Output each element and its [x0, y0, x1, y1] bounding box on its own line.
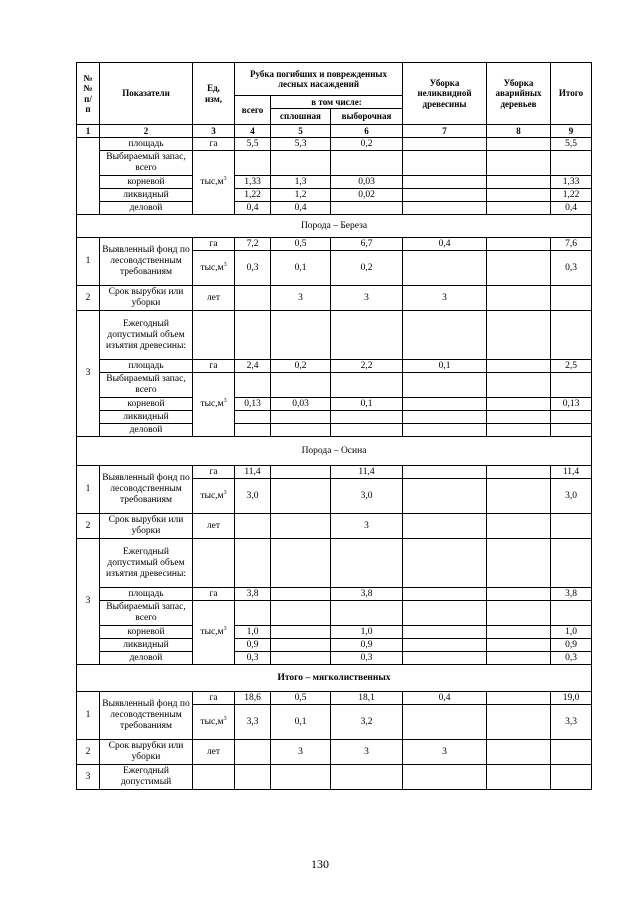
cell [235, 373, 271, 398]
table-row [77, 692, 592, 705]
cell: 5,5 [551, 138, 592, 151]
cell [551, 539, 592, 588]
cell [193, 765, 235, 790]
table-row [77, 514, 592, 539]
cell: 3 [271, 286, 331, 311]
unit-ha: га [193, 692, 235, 705]
cell [487, 398, 551, 411]
section-title-birch: Порода – Береза [77, 215, 592, 238]
table-row [77, 639, 592, 652]
cell: 7,6 [551, 238, 592, 251]
table-row [77, 151, 592, 176]
unit-ha: га [193, 588, 235, 601]
colnum: 6 [331, 125, 403, 138]
forest-use-table [76, 62, 592, 790]
cell: 0,4 [551, 202, 592, 215]
table-row [77, 411, 592, 424]
cell: 0,3 [331, 652, 403, 665]
cell [403, 539, 487, 588]
cell [403, 765, 487, 790]
cell [487, 251, 551, 286]
cell: 18,6 [235, 692, 271, 705]
table-row [77, 626, 592, 639]
cell: 11,4 [331, 466, 403, 479]
cell [487, 479, 551, 514]
cell: 0,1 [331, 398, 403, 411]
cell [331, 601, 403, 626]
cell [487, 424, 551, 437]
cell [271, 514, 331, 539]
cell [551, 411, 592, 424]
cell [271, 424, 331, 437]
row-label-business: деловой [100, 652, 193, 665]
cell: 18,1 [331, 692, 403, 705]
cell: 0,2 [271, 360, 331, 373]
unit-m3: $тыс,м^3$ [193, 705, 235, 740]
cell [331, 424, 403, 437]
colnum: 3 [193, 125, 235, 138]
table-row [77, 202, 592, 215]
cell: 3 [331, 286, 403, 311]
cell: 3,8 [235, 588, 271, 601]
cell: 1,33 [551, 176, 592, 189]
colnum: 7 [403, 125, 487, 138]
cell [487, 151, 551, 176]
cell: 0,1 [271, 705, 331, 740]
cell: 11,4 [235, 466, 271, 479]
cell [487, 652, 551, 665]
col-emergency-header: Уборка аварийных деревьев [487, 63, 551, 125]
cell [271, 373, 331, 398]
cell [235, 151, 271, 176]
cell [235, 539, 271, 588]
cell [403, 705, 487, 740]
unit-ha: га [193, 360, 235, 373]
row-label-area: площадь [100, 588, 193, 601]
row-label-business: деловой [100, 202, 193, 215]
cell [235, 740, 271, 765]
cell: 6,7 [331, 238, 403, 251]
cell: 0,1 [271, 251, 331, 286]
cell [487, 238, 551, 251]
cell: 0,13 [235, 398, 271, 411]
cell: 0,5 [271, 238, 331, 251]
cell: 1,2 [271, 189, 331, 202]
cell [271, 311, 331, 360]
cell: 3,8 [551, 588, 592, 601]
row-number [77, 138, 100, 215]
cell [487, 311, 551, 360]
section-row [77, 437, 592, 466]
cell: 0,02 [331, 189, 403, 202]
cell [487, 765, 551, 790]
row-label-root: корневой [100, 176, 193, 189]
cell: 0,4 [403, 692, 487, 705]
cell [193, 311, 235, 360]
table-row [77, 286, 592, 311]
cell: 3 [403, 740, 487, 765]
unit-ha: га [193, 466, 235, 479]
cell [235, 514, 271, 539]
col-incl-header: в том числе: [271, 96, 403, 109]
cell [271, 652, 331, 665]
row-number: 3 [77, 539, 100, 665]
cell [487, 626, 551, 639]
cell: 3,0 [551, 479, 592, 514]
cell [487, 466, 551, 479]
cell [271, 539, 331, 588]
cell: 0,3 [235, 251, 271, 286]
cell [403, 639, 487, 652]
cell [271, 479, 331, 514]
cell: 0,3 [235, 652, 271, 665]
cell: 3 [403, 286, 487, 311]
cell [403, 466, 487, 479]
row-label-business: деловой [100, 424, 193, 437]
cell [403, 626, 487, 639]
cell: 3,0 [235, 479, 271, 514]
cell: 3,3 [551, 705, 592, 740]
row-label-fund: Выявленный фонд по лесоводственным требованиям [100, 466, 193, 514]
col-cut-dead-header: Рубка погибших и поврежденных лесных насаждений [235, 63, 403, 96]
cell: 1,0 [331, 626, 403, 639]
cell [403, 138, 487, 151]
cell: 3 [271, 740, 331, 765]
cell [487, 189, 551, 202]
table-row [77, 588, 592, 601]
table-row [77, 138, 592, 151]
cell [487, 588, 551, 601]
table-row [77, 311, 592, 360]
row-label-liquid: ликвидный [100, 411, 193, 424]
unit-m3: $тыс,м^3$ [193, 151, 235, 215]
cell [235, 601, 271, 626]
cell [271, 626, 331, 639]
cell [271, 151, 331, 176]
cell: 0,4 [403, 238, 487, 251]
cell: 0,2 [331, 251, 403, 286]
cell [271, 765, 331, 790]
row-label-stock: Выбираемый запас, всего [100, 601, 193, 626]
cell [403, 373, 487, 398]
cell: 0,3 [551, 652, 592, 665]
row-label-term: Срок вырубки или уборки [100, 286, 193, 311]
section-row [77, 665, 592, 692]
cell [487, 138, 551, 151]
row-label-fund: Выявленный фонд по лесоводственным требованиям [100, 692, 193, 740]
unit-ha: га [193, 238, 235, 251]
table-row [77, 601, 592, 626]
row-number: 1 [77, 238, 100, 286]
cell: 0,9 [331, 639, 403, 652]
header-row-1 [77, 63, 592, 96]
cell [403, 202, 487, 215]
row-number: 1 [77, 466, 100, 514]
cell: 0,3 [551, 251, 592, 286]
cell: 11,4 [551, 466, 592, 479]
cell [331, 539, 403, 588]
row-label-area: площадь [100, 138, 193, 151]
cell [271, 601, 331, 626]
cell [403, 189, 487, 202]
unit-ha: га [193, 138, 235, 151]
unit-m3: $тыс,м^3$ [193, 479, 235, 514]
table-row [77, 176, 592, 189]
table-row [77, 539, 592, 588]
colnum: 8 [487, 125, 551, 138]
cell: 1,22 [551, 189, 592, 202]
row-label-term: Срок вырубки или уборки [100, 740, 193, 765]
row-number: 3 [77, 311, 100, 437]
cell: 2,4 [235, 360, 271, 373]
row-label-allowed: Ежегодный допустимый объем изъятия древесины: [100, 311, 193, 360]
cell [487, 411, 551, 424]
cell [487, 202, 551, 215]
cell [551, 311, 592, 360]
cell: 0,03 [331, 176, 403, 189]
cell: 1,3 [271, 176, 331, 189]
cell [487, 286, 551, 311]
cell [235, 765, 271, 790]
cell: 3,2 [331, 705, 403, 740]
cell [487, 176, 551, 189]
cell [487, 514, 551, 539]
cell: 3 [331, 740, 403, 765]
col-nonliquid-header: Уборка неликвидной древесины [403, 63, 487, 125]
cell [331, 373, 403, 398]
cell [403, 514, 487, 539]
cell: 1,22 [235, 189, 271, 202]
cell [271, 466, 331, 479]
colnum: 9 [551, 125, 592, 138]
row-label-term: Срок вырубки или уборки [100, 514, 193, 539]
col-solid-header: сплошная [271, 109, 331, 125]
cell: 0,5 [271, 692, 331, 705]
colnum: 1 [77, 125, 100, 138]
section-title-aspen: Порода – Осина [77, 437, 592, 466]
cell [403, 176, 487, 189]
col-indicator-header: Показатели [100, 63, 193, 125]
table-row [77, 424, 592, 437]
cell [403, 424, 487, 437]
cell: 0,13 [551, 398, 592, 411]
cell [331, 765, 403, 790]
cell: 0,1 [403, 360, 487, 373]
section-title-softwood: Итого – мягколиственных [77, 665, 592, 692]
row-label-allowed: Ежегодный допустимый [100, 765, 193, 790]
cell [403, 311, 487, 360]
cell: 1,0 [551, 626, 592, 639]
cell [551, 286, 592, 311]
cell [331, 202, 403, 215]
cell: 3,3 [235, 705, 271, 740]
table-row [77, 238, 592, 251]
cell [403, 588, 487, 601]
unit-years: лет [193, 286, 235, 311]
row-label-fund: Выявленный фонд по лесоводственным требованиям [100, 238, 193, 286]
row-number: 3 [77, 765, 100, 790]
cell [551, 424, 592, 437]
cell [551, 373, 592, 398]
cell [235, 411, 271, 424]
cell: 0,03 [271, 398, 331, 411]
cell [551, 514, 592, 539]
unit-m3: $тыс,м^3$ [193, 601, 235, 665]
cell: 0,4 [235, 202, 271, 215]
colnum: 5 [271, 125, 331, 138]
table-row [77, 466, 592, 479]
cell [331, 311, 403, 360]
row-number: 2 [77, 514, 100, 539]
colnum: 2 [100, 125, 193, 138]
cell [271, 588, 331, 601]
cell [551, 765, 592, 790]
colnum: 4 [235, 125, 271, 138]
cell [487, 373, 551, 398]
cell: 3 [331, 514, 403, 539]
row-label-root: корневой [100, 398, 193, 411]
cell [331, 151, 403, 176]
cell [235, 424, 271, 437]
cell: 3,0 [331, 479, 403, 514]
row-label-liquid: ликвидный [100, 639, 193, 652]
cell [193, 539, 235, 588]
cell: 0,2 [331, 138, 403, 151]
unit-years: лет [193, 740, 235, 765]
cell: 5,5 [235, 138, 271, 151]
cell: 0,9 [235, 639, 271, 652]
section-row [77, 215, 592, 238]
row-label-liquid: ликвидный [100, 189, 193, 202]
cell: 1,33 [235, 176, 271, 189]
row-label-root: корневой [100, 626, 193, 639]
table-row [77, 740, 592, 765]
row-number: 2 [77, 740, 100, 765]
cell: 3,8 [331, 588, 403, 601]
cell [403, 601, 487, 626]
cell: 19,0 [551, 692, 592, 705]
table-row [77, 360, 592, 373]
unit-m3: $тыс,м^3$ [193, 373, 235, 437]
cell [271, 411, 331, 424]
table-row [77, 373, 592, 398]
row-label-allowed: Ежегодный допустимый объем изъятия древесины: [100, 539, 193, 588]
cell: 2,2 [331, 360, 403, 373]
table-row [77, 189, 592, 202]
unit-m3: $тыс,м^3$ [193, 251, 235, 286]
table-row [77, 398, 592, 411]
cell: 0,4 [271, 202, 331, 215]
cell [331, 411, 403, 424]
cell [487, 740, 551, 765]
col-unit-header: Ед, изм, [193, 63, 235, 125]
col-total-header: Итого [551, 63, 592, 125]
cell [487, 539, 551, 588]
cell [487, 601, 551, 626]
table-row [77, 652, 592, 665]
cell [487, 705, 551, 740]
page-number: 130 [311, 857, 329, 871]
table-row [77, 765, 592, 790]
col-selective-header: выборочная [331, 109, 403, 125]
cell [487, 692, 551, 705]
row-label-stock: Выбираемый запас, всего [100, 373, 193, 398]
cell [487, 639, 551, 652]
cell: 5,3 [271, 138, 331, 151]
cell [403, 479, 487, 514]
cell [403, 652, 487, 665]
cell [235, 311, 271, 360]
unit-years: лет [193, 514, 235, 539]
cell: 0,9 [551, 639, 592, 652]
column-numbers-row [77, 125, 592, 138]
col-num-header: № № п/ п [77, 63, 100, 125]
cell: 2,5 [551, 360, 592, 373]
cell [487, 360, 551, 373]
col-all-header: всего [235, 96, 271, 125]
row-number: 1 [77, 692, 100, 740]
cell: 7,2 [235, 238, 271, 251]
cell: 1,0 [235, 626, 271, 639]
cell [403, 251, 487, 286]
cell [403, 411, 487, 424]
cell [551, 151, 592, 176]
cell [403, 151, 487, 176]
cell [551, 740, 592, 765]
row-label-area: площадь [100, 360, 193, 373]
cell [551, 601, 592, 626]
cell [235, 286, 271, 311]
row-label-stock: Выбираемый запас, всего [100, 151, 193, 176]
cell [271, 639, 331, 652]
row-number: 2 [77, 286, 100, 311]
cell [403, 398, 487, 411]
